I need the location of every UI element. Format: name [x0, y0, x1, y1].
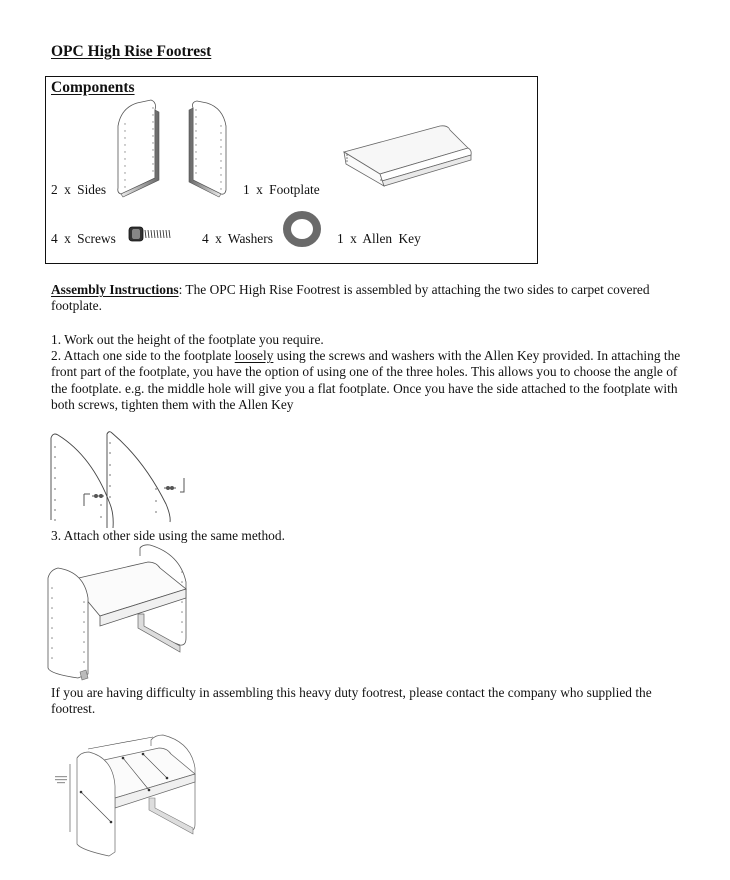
step-2-pre: 2. Attach one side to the footplate: [51, 348, 235, 363]
max-height-note: [55, 776, 67, 783]
document-title: OPC High Rise Footrest: [51, 43, 212, 60]
washer-icon: [284, 213, 320, 245]
first-side-outline: [51, 434, 113, 528]
component-washers-label: [202, 231, 273, 247]
component-screws-label: [51, 231, 116, 247]
second-side-holes: [109, 442, 157, 513]
step-2-post: using the screws and washers with the Allen Key provided. In attaching the front part of the footplate, you have the option of using one of the three holes. This allows you to choose the angle of the footplate. e.g. the middle hole will give you a flat footplate. Once you have the side attached to the footplate with both screws, tighten them with the Allen Key: [51, 348, 681, 412]
side-attachment-diagram: [44, 430, 204, 528]
allen-key-right-icon: [164, 478, 184, 492]
front-side-panel: [77, 752, 115, 856]
step-3: 3. Attach other side using the same method.: [51, 528, 285, 543]
component-sides-label: [51, 182, 106, 198]
times-sign: x: [215, 231, 222, 246]
screw-icon: [128, 226, 178, 242]
second-side-outline: [107, 432, 170, 528]
assembled-footrest-diagram: [48, 542, 198, 682]
dimensioned-footrest-diagram: [55, 732, 205, 860]
component-allen-key-label: [337, 231, 421, 247]
step-1: 1. Work out the height of the footplate you require.: [51, 332, 324, 347]
qty: 4: [202, 231, 209, 246]
qty: 4: [51, 231, 58, 246]
times-sign: x: [64, 231, 71, 246]
qty: 1: [337, 231, 344, 246]
components-heading: Components: [51, 79, 135, 96]
assembly-intro-text: : The OPC High Rise Footrest is assembled by attaching the two sides to carpet covered footplate.: [51, 282, 650, 314]
left-side-panel: [118, 100, 156, 194]
first-side-holes: [54, 446, 102, 521]
component-name: Sides: [77, 182, 107, 197]
side-panels-icon: [115, 98, 255, 198]
step-2: [51, 348, 681, 413]
footplate-icon: [340, 124, 475, 194]
front-side-panel: [48, 568, 88, 678]
qty: 1: [243, 182, 250, 197]
support-note: If you are having difficulty in assembling this heavy duty footrest, please contact the company who supplied the footrest.: [51, 685, 652, 717]
component-name: Screws: [77, 231, 116, 246]
qty: 2: [51, 182, 58, 197]
component-name: Allen Key: [362, 231, 421, 246]
component-name: Washers: [227, 231, 273, 246]
step-2-emphasis: loosely: [234, 348, 274, 363]
component-name: Footplate: [269, 182, 320, 197]
component-footplate-label: [243, 182, 320, 198]
times-sign: x: [256, 182, 263, 197]
times-sign: x: [350, 231, 357, 246]
times-sign: x: [64, 182, 71, 197]
assembly-intro: [51, 282, 691, 315]
assembly-heading: Assembly Instructions: [51, 282, 179, 297]
